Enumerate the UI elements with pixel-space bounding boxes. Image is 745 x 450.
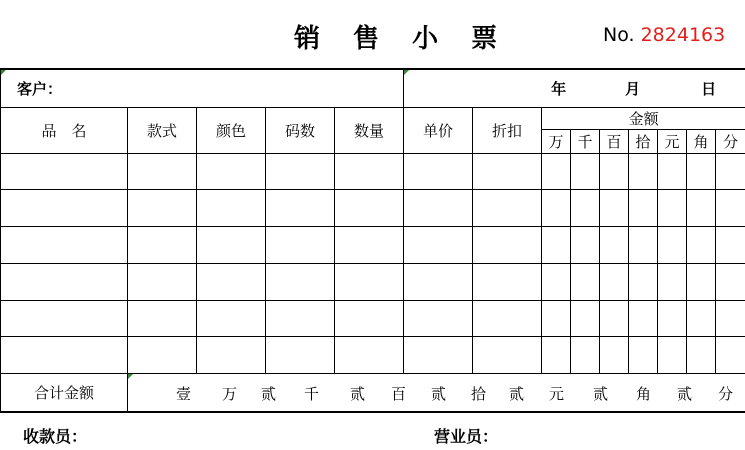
table-row (1, 337, 745, 374)
cell-product-name[interactable] (1, 153, 128, 190)
cell-bai[interactable] (600, 190, 629, 227)
cell-fen[interactable] (716, 263, 745, 300)
cell-qian[interactable] (571, 227, 600, 264)
col-digit-shi: 拾 (629, 130, 658, 153)
col-style: 款式 (128, 107, 197, 153)
table-row (1, 300, 745, 337)
receipt-number-value: 2824163 (640, 24, 726, 46)
receipt-number (603, 24, 725, 46)
cell-size[interactable] (266, 227, 335, 264)
cell-size[interactable] (266, 300, 335, 337)
total-amount-field[interactable] (128, 374, 745, 412)
cell-yuan[interactable] (658, 153, 687, 190)
cell-shi[interactable] (629, 337, 658, 374)
cell-color[interactable] (197, 337, 266, 374)
total-unit-char: 千 (304, 385, 320, 404)
cell-size[interactable] (266, 263, 335, 300)
cell-qian[interactable] (571, 263, 600, 300)
cell-unit-price[interactable] (404, 227, 473, 264)
col-digit-qian: 千 (571, 130, 600, 153)
day-label: 日 (701, 80, 717, 98)
cell-yuan[interactable] (658, 337, 687, 374)
cell-wan[interactable] (542, 263, 571, 300)
cell-bai[interactable] (600, 153, 629, 190)
year-label: 年 (551, 80, 567, 98)
salesperson-label: 营业员： (434, 427, 499, 446)
cell-qian[interactable] (571, 300, 600, 337)
cell-color[interactable] (197, 227, 266, 264)
cell-quantity[interactable] (335, 263, 404, 300)
total-digit-char: 贰 (431, 385, 447, 404)
cell-wan[interactable] (542, 190, 571, 227)
cell-jiao[interactable] (687, 190, 716, 227)
col-digit-fen: 分 (716, 130, 745, 153)
total-digit-char: 贰 (350, 385, 366, 404)
cell-wan[interactable] (542, 300, 571, 337)
cell-shi[interactable] (629, 263, 658, 300)
cell-jiao[interactable] (687, 337, 716, 374)
cell-color[interactable] (197, 263, 266, 300)
cell-size[interactable] (266, 153, 335, 190)
total-digit-char: 贰 (261, 385, 277, 404)
cell-discount[interactable] (473, 153, 542, 190)
cell-fen[interactable] (716, 227, 745, 264)
cell-discount[interactable] (473, 337, 542, 374)
cell-fen[interactable] (716, 300, 745, 337)
customer-field[interactable] (1, 69, 404, 107)
col-digit-yuan: 元 (658, 130, 687, 153)
cell-bai[interactable] (600, 263, 629, 300)
cell-jiao[interactable] (687, 227, 716, 264)
cell-product-name[interactable] (1, 300, 128, 337)
cell-product-name[interactable] (1, 227, 128, 264)
cell-fen[interactable] (716, 153, 745, 190)
receipt-title: 销 售 小 票 (294, 24, 510, 54)
receipt-number-label: No. (603, 24, 635, 46)
total-unit-char: 分 (718, 385, 734, 404)
cell-yuan[interactable] (658, 300, 687, 337)
cell-quantity[interactable] (335, 227, 404, 264)
total-digit-char: 壹 (176, 385, 192, 404)
total-unit-char: 百 (391, 385, 407, 404)
customer-label: 客户： (17, 79, 63, 98)
cell-size[interactable] (266, 337, 335, 374)
cell-wan[interactable] (542, 227, 571, 264)
cell-discount[interactable] (473, 263, 542, 300)
table-row (1, 227, 745, 264)
cell-shi[interactable] (629, 227, 658, 264)
cell-color[interactable] (197, 153, 266, 190)
total-unit-char: 万 (222, 385, 238, 404)
cell-fen[interactable] (716, 190, 745, 227)
cell-style[interactable] (128, 190, 197, 227)
cell-unit-price[interactable] (404, 300, 473, 337)
col-product-name: 品 名 (1, 107, 128, 153)
cell-wan[interactable] (542, 337, 571, 374)
total-unit-char: 元 (549, 385, 565, 404)
col-quantity: 数量 (335, 107, 404, 153)
cell-yuan[interactable] (658, 263, 687, 300)
total-digit-char: 贰 (593, 385, 609, 404)
table-row (1, 263, 745, 300)
cell-discount[interactable] (473, 227, 542, 264)
col-discount: 折扣 (473, 107, 542, 153)
col-unit-price: 单价 (404, 107, 473, 153)
cell-qian[interactable] (571, 190, 600, 227)
cell-yuan[interactable] (658, 190, 687, 227)
cell-unit-price[interactable] (404, 337, 473, 374)
cell-bai[interactable] (600, 227, 629, 264)
cell-fen[interactable] (716, 337, 745, 374)
cell-product-name[interactable] (1, 337, 128, 374)
cell-color[interactable] (197, 300, 266, 337)
cell-unit-price[interactable] (404, 263, 473, 300)
month-label: 月 (625, 80, 641, 98)
cell-bai[interactable] (600, 300, 629, 337)
cell-style[interactable] (128, 337, 197, 374)
col-size: 码数 (266, 107, 335, 153)
cell-yuan[interactable] (658, 227, 687, 264)
cell-product-name[interactable] (1, 263, 128, 300)
cell-quantity[interactable] (335, 300, 404, 337)
cell-discount[interactable] (473, 300, 542, 337)
total-amount-label: 合计金额 (1, 374, 128, 412)
cell-style[interactable] (128, 300, 197, 337)
cell-unit-price[interactable] (404, 153, 473, 190)
cashier-label: 收款员： (23, 427, 88, 446)
cell-jiao[interactable] (687, 263, 716, 300)
col-digit-bai: 百 (600, 130, 629, 153)
cell-quantity[interactable] (335, 190, 404, 227)
table-row (1, 153, 745, 190)
cell-qian[interactable] (571, 153, 600, 190)
cell-style[interactable] (128, 227, 197, 264)
cell-style[interactable] (128, 263, 197, 300)
cell-size[interactable] (266, 190, 335, 227)
total-digit-char: 贰 (509, 385, 525, 404)
cell-wan[interactable] (542, 153, 571, 190)
col-amount: 金额 (542, 107, 745, 129)
total-unit-char: 角 (636, 385, 652, 404)
cell-product-name[interactable] (1, 190, 128, 227)
col-color: 颜色 (197, 107, 266, 153)
total-digit-char: 贰 (677, 385, 693, 404)
receipt-table (0, 68, 745, 413)
cell-jiao[interactable] (687, 300, 716, 337)
date-field[interactable] (404, 69, 745, 107)
cell-shi[interactable] (629, 300, 658, 337)
cell-shi[interactable] (629, 153, 658, 190)
total-unit-char: 拾 (471, 385, 487, 404)
cell-color[interactable] (197, 190, 266, 227)
cell-qian[interactable] (571, 337, 600, 374)
cell-unit-price[interactable] (404, 190, 473, 227)
cell-shi[interactable] (629, 190, 658, 227)
col-digit-wan: 万 (542, 130, 571, 153)
cell-quantity[interactable] (335, 337, 404, 374)
col-digit-jiao: 角 (687, 130, 716, 153)
cell-style[interactable] (128, 153, 197, 190)
cell-bai[interactable] (600, 337, 629, 374)
cell-discount[interactable] (473, 190, 542, 227)
table-row (1, 190, 745, 227)
cell-jiao[interactable] (687, 153, 716, 190)
cell-quantity[interactable] (335, 153, 404, 190)
